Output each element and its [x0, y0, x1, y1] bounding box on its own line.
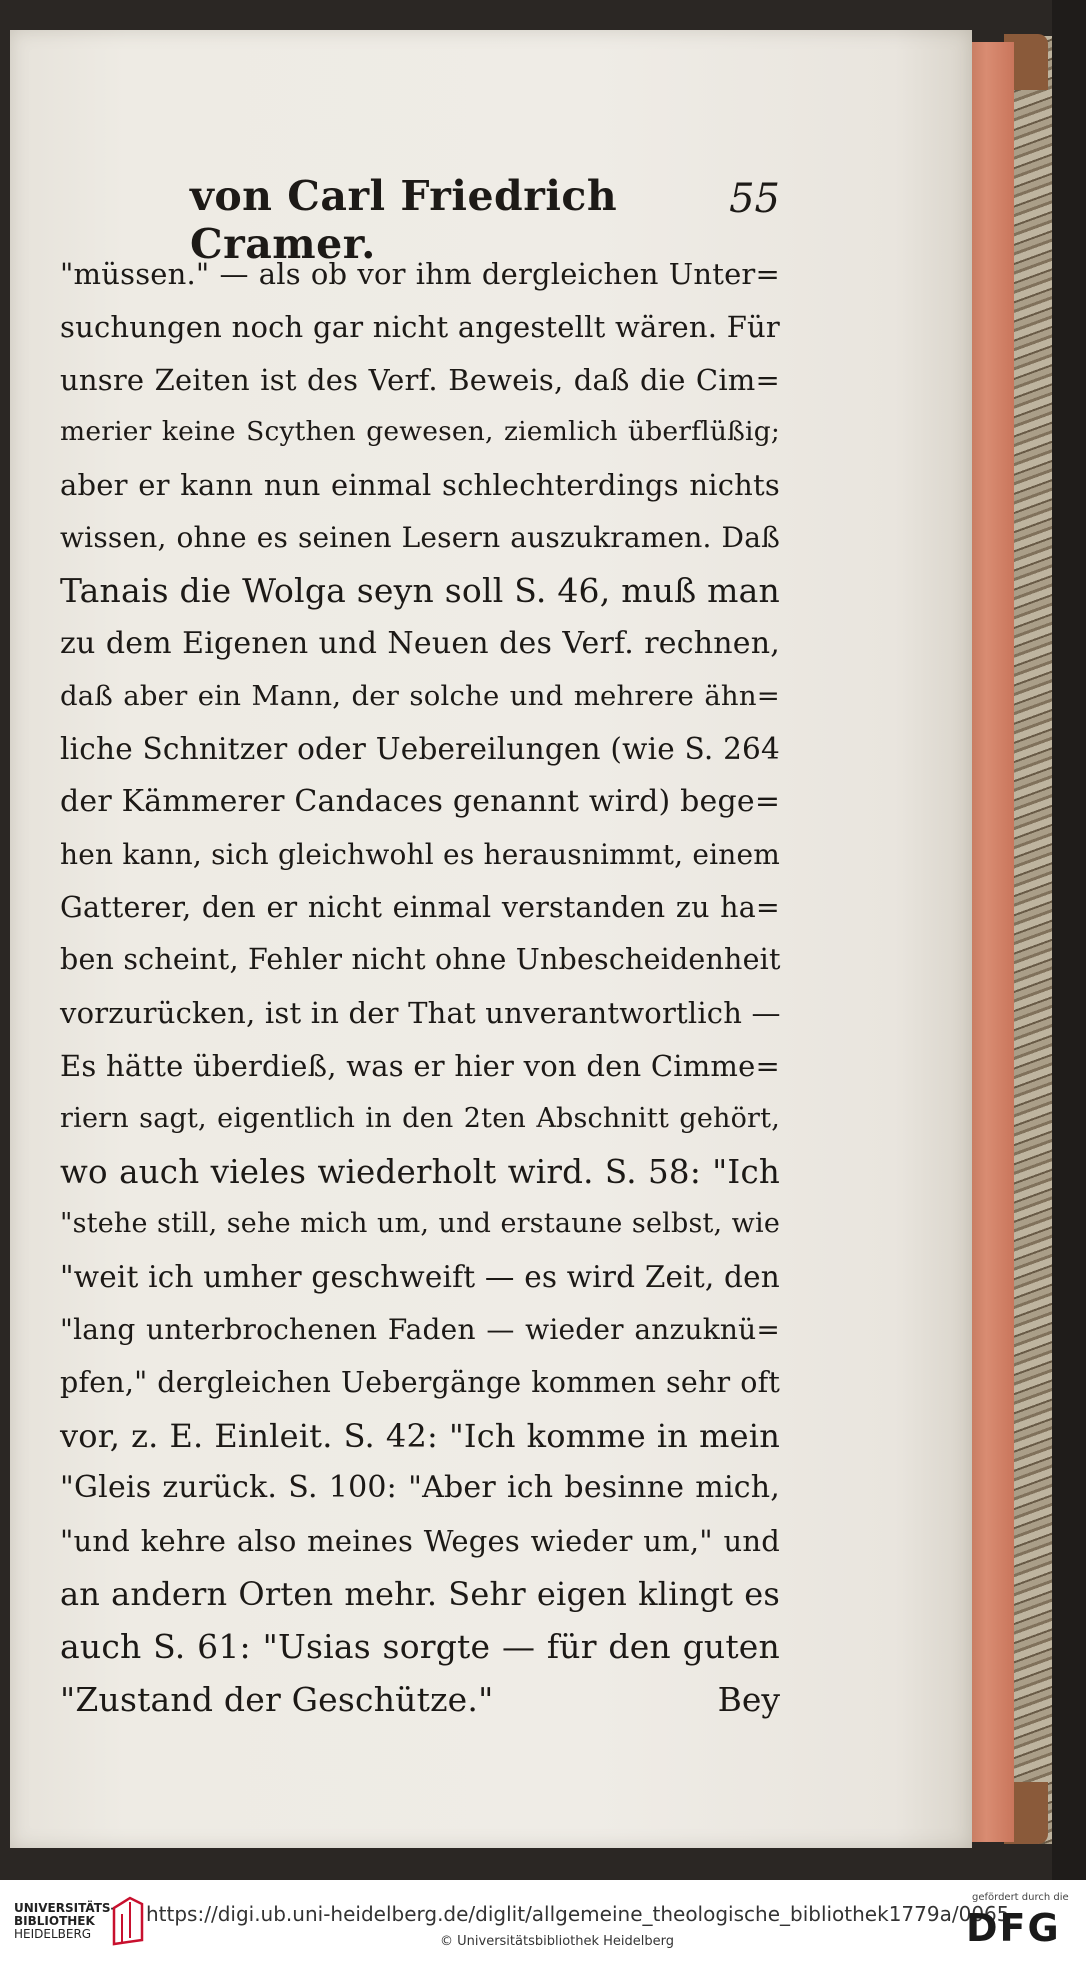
text-line: "weit ich umher geschweift — es wird Zeit, den: [60, 1260, 780, 1295]
text-line: riern sagt, eigentlich in den 2ten Abschnitt gehört,: [60, 1102, 780, 1134]
text-line: an andern Orten mehr. Sehr eigen klingt es: [60, 1574, 780, 1613]
text-line: "Gleis zurück. S. 100: "Aber ich besinne mich,: [60, 1470, 780, 1506]
text-line: wo auch vieles wiederholt wird. S. 58: "Ich: [60, 1152, 780, 1191]
text-line: ben scheint, Fehler nicht ohne Unbescheidenheit: [60, 943, 781, 977]
text-line: Gatterer, den er nicht einmal verstanden zu ha=: [60, 890, 780, 924]
catchword: Bey: [717, 1679, 780, 1719]
dfg-logo: DFG: [966, 1906, 1061, 1950]
copyright-notice: © Universitätsbibliothek Heidelberg: [440, 1934, 675, 1949]
binding-shadow: [1052, 0, 1086, 1880]
library-name-line1: UNIVERSITÄTS-: [14, 1901, 116, 1915]
text-line: "Zustand der Geschütze.": [60, 1679, 494, 1719]
text-line: "und kehre also meines Weges wieder um," und: [60, 1524, 780, 1559]
text-line: der Kämmerer Candaces genannt wird) bege=: [60, 783, 781, 819]
funding-note: gefördert durch die: [972, 1892, 1069, 1903]
text-line: Tanais die Wolga seyn soll S. 46, muß man: [60, 570, 780, 610]
viewer-footer: [0, 1880, 1086, 1961]
text-line-wrap: [60, 1674, 780, 1727]
page-header: [60, 168, 780, 268]
text-line: Es hätte überdieß, was er hier von den Cimme=: [60, 1048, 780, 1083]
marbled-cover-edge: [1012, 36, 1052, 1844]
library-name-line2: BIBLIOTHEK: [14, 1914, 95, 1928]
text-line: "lang unterbrochenen Faden — wieder anzuknü=: [60, 1312, 780, 1346]
red-page-edge: [966, 42, 1014, 1842]
text-line: zu dem Eigenen und Neuen des Verf. rechnen,: [60, 625, 780, 661]
text-line: "müssen." — als ob vor ihm dergleichen Unter=: [60, 257, 780, 291]
library-name-line3: HEIDELBERG: [14, 1927, 92, 1941]
text-line: vor, z. E. Einleit. S. 42: "Ich komme in mein: [60, 1416, 780, 1455]
text-line: hen kann, sich gleichwohl es herausnimmt, einem: [60, 837, 780, 871]
library-name: [14, 1902, 116, 1941]
text-line: "stehe still, sehe mich um, und erstaune selbst, wie: [60, 1208, 780, 1240]
library-logo-icon: [108, 1894, 148, 1950]
text-line: vorzurücken, ist in der That unverantwortlich —: [60, 996, 781, 1031]
text-line: wissen, ohne es seinen Lesern auszukramen. Daß: [60, 520, 780, 554]
page-number: 55: [729, 176, 780, 222]
text-line: daß aber ein Mann, der solche und mehrere ähn=: [60, 680, 780, 713]
running-head: von Carl Friedrich Cramer.: [190, 172, 618, 268]
text-line: pfen," dergleichen Uebergänge kommen sehr oft: [60, 1365, 780, 1399]
text-line: liche Schnitzer oder Uebereilungen (wie S. 264: [60, 732, 780, 767]
text-line: suchungen noch gar nicht angestellt wären. Für: [60, 309, 780, 344]
text-line: merier keine Scythen gewesen, ziemlich überflüßig;: [60, 416, 780, 448]
body-text: [60, 248, 780, 1726]
source-url-link[interactable]: https://digi.ub.uni-heidelberg.de/diglit/allgemeine_theologische_bibliothek1779a/0065: [146, 1902, 1010, 1926]
text-line: unsre Zeiten ist des Verf. Beweis, daß die Cim=: [60, 362, 780, 397]
text-line: aber er kann nun einmal schlechterdings nichts: [60, 468, 780, 503]
text-line: auch S. 61: "Usias sorgte — für den guten: [60, 1626, 780, 1666]
